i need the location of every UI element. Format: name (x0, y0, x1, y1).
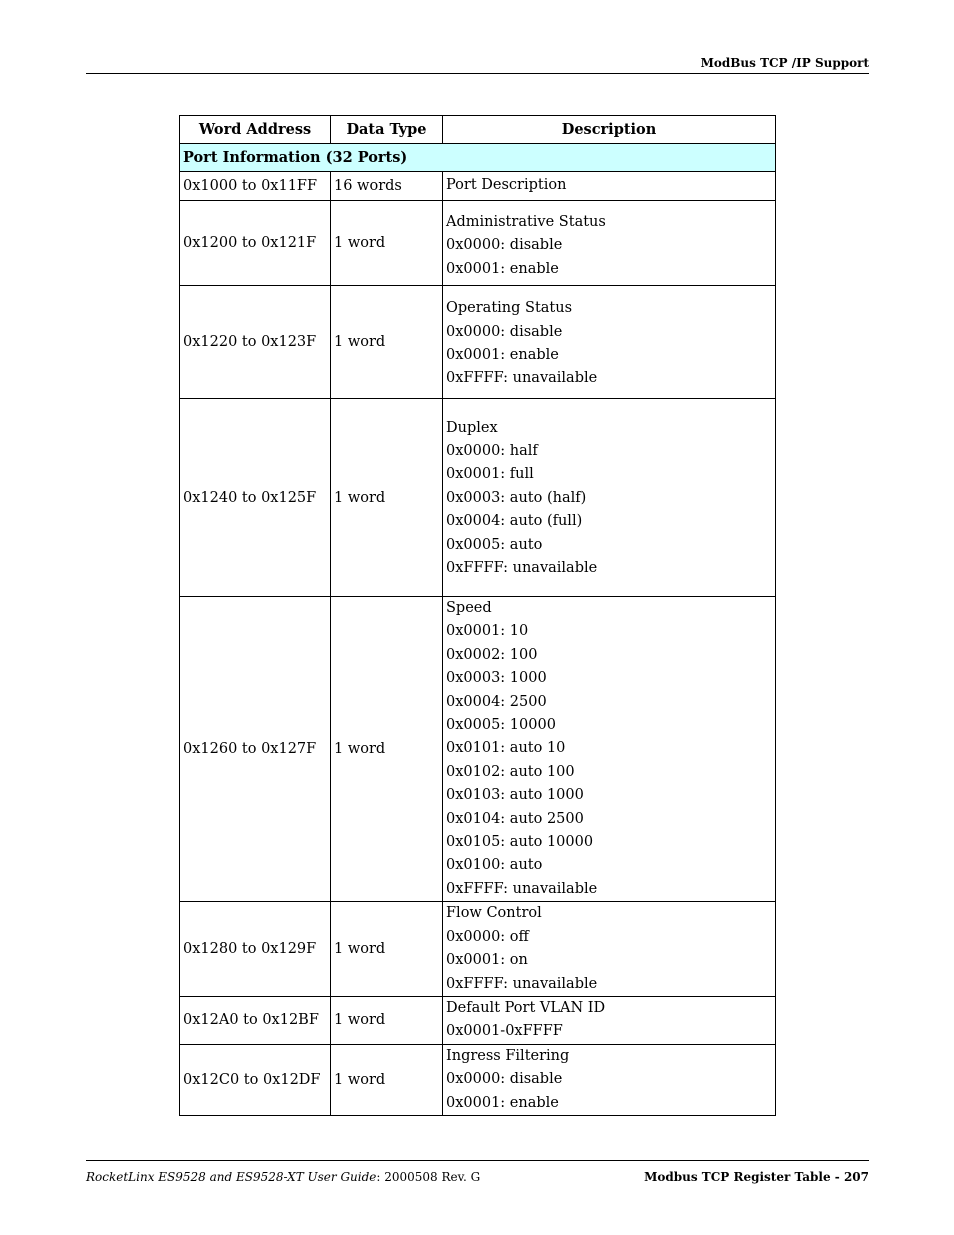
description-line: 0xFFFF: unavailable (446, 560, 598, 577)
word-address-cell: 0x1220 to 0x123F (180, 286, 331, 399)
description-line: 0x0001: 10 (446, 623, 529, 640)
data-type-cell: 1 word (331, 399, 443, 597)
description-line: Speed (446, 600, 492, 616)
word-address-cell: 0x12A0 to 0x12BF (180, 996, 331, 1044)
description-line: 0x0001-0xFFFF (446, 1023, 563, 1040)
word-address-cell: 0x1280 to 0x129F (180, 902, 331, 997)
description-line: 0x0000: disable (446, 237, 563, 254)
description-line: 0xFFFF: unavailable (446, 370, 598, 387)
word-address-cell: 0x12C0 to 0x12DF (180, 1044, 331, 1115)
table-row (180, 201, 776, 286)
description-line: 0x0000: half (446, 442, 538, 459)
description-line: 0x0005: auto (446, 536, 543, 553)
footer-doc-info (86, 1170, 480, 1184)
description-line: 0x0001: enable (446, 260, 559, 277)
column-header-description: Description (443, 116, 776, 144)
description-line: 0x0004: auto (full) (446, 513, 583, 530)
footer-doc-title: RocketLinx ES9528 and ES9528-XT User Guide (86, 1170, 377, 1184)
description-line: 0x0001: enable (446, 347, 559, 363)
description-cell (443, 902, 776, 997)
data-type-cell: 16 words (331, 172, 443, 201)
description-line: 0x0000: disable (446, 1071, 563, 1088)
table-row (180, 597, 776, 902)
word-address-cell: 0x1260 to 0x127F (180, 597, 331, 902)
description-line: 0x0001: enable (446, 1094, 559, 1111)
description-line: 0x0001: on (446, 952, 528, 969)
description-line: 0x0001: full (446, 466, 534, 483)
description-cell (443, 286, 776, 399)
table-header-row (180, 116, 776, 144)
table-row (180, 172, 776, 201)
description-line: Administrative Status (446, 213, 606, 230)
table-row (180, 286, 776, 399)
word-address-cell: 0x1240 to 0x125F (180, 399, 331, 597)
description-line: Ingress Filtering (446, 1047, 570, 1064)
data-type-cell: 1 word (331, 996, 443, 1044)
data-type-cell: 1 word (331, 597, 443, 902)
data-type-cell: 1 word (331, 1044, 443, 1115)
data-type-cell: 1 word (331, 902, 443, 997)
footer-rule (86, 1160, 869, 1161)
description-line: 0x0003: 1000 (446, 670, 547, 687)
running-header: ModBus TCP /IP Support (700, 56, 869, 70)
column-header-word-address: Word Address (180, 116, 331, 144)
description-line: 0xFFFF: unavailable (446, 975, 598, 992)
description-line: Default Port VLAN ID (446, 999, 606, 1016)
description-cell (443, 1044, 776, 1115)
footer-page-label: Modbus TCP Register Table - 207 (644, 1170, 869, 1184)
description-line: 0x0004: 2500 (446, 693, 547, 710)
footer-doc-number: : 2000508 Rev. G (376, 1170, 481, 1184)
description-line: 0x0002: 100 (446, 646, 538, 663)
data-type-cell: 1 word (331, 201, 443, 286)
description-line: 0x0003: auto (half) (446, 489, 587, 506)
description-line: Duplex (446, 419, 498, 436)
table-row (180, 399, 776, 597)
description-cell (443, 201, 776, 286)
description-line: 0x0103: auto 1000 (446, 787, 584, 804)
description-line: Port Description (446, 177, 567, 194)
section-row (180, 144, 776, 172)
description-line: 0x0101: auto 10 (446, 740, 566, 757)
description-line: 0x0000: off (446, 928, 529, 945)
description-line: 0x0104: auto 2500 (446, 810, 584, 827)
register-table (179, 115, 776, 1116)
word-address-cell: 0x1000 to 0x11FF (180, 172, 331, 201)
table-row (180, 996, 776, 1044)
description-line: Operating Status (446, 300, 573, 317)
data-type-cell: 1 word (331, 286, 443, 399)
description-line: 0x0102: auto 100 (446, 763, 575, 780)
table-row (180, 902, 776, 997)
description-line: Flow Control (446, 905, 542, 922)
description-cell (443, 172, 776, 201)
header-rule (86, 73, 869, 74)
description-cell (443, 996, 776, 1044)
description-line: 0xFFFF: unavailable (446, 880, 598, 897)
word-address-cell: 0x1200 to 0x121F (180, 201, 331, 286)
description-line: 0x0000: disable (446, 323, 563, 340)
table-row (180, 1044, 776, 1115)
description-line: 0x0005: 10000 (446, 717, 556, 734)
description-line: 0x0100: auto (446, 857, 543, 874)
column-header-data-type: Data Type (331, 116, 443, 144)
description-cell (443, 399, 776, 597)
description-cell (443, 597, 776, 902)
description-line: 0x0105: auto 10000 (446, 834, 594, 851)
section-title: Port Information (32 Ports) (180, 144, 776, 172)
